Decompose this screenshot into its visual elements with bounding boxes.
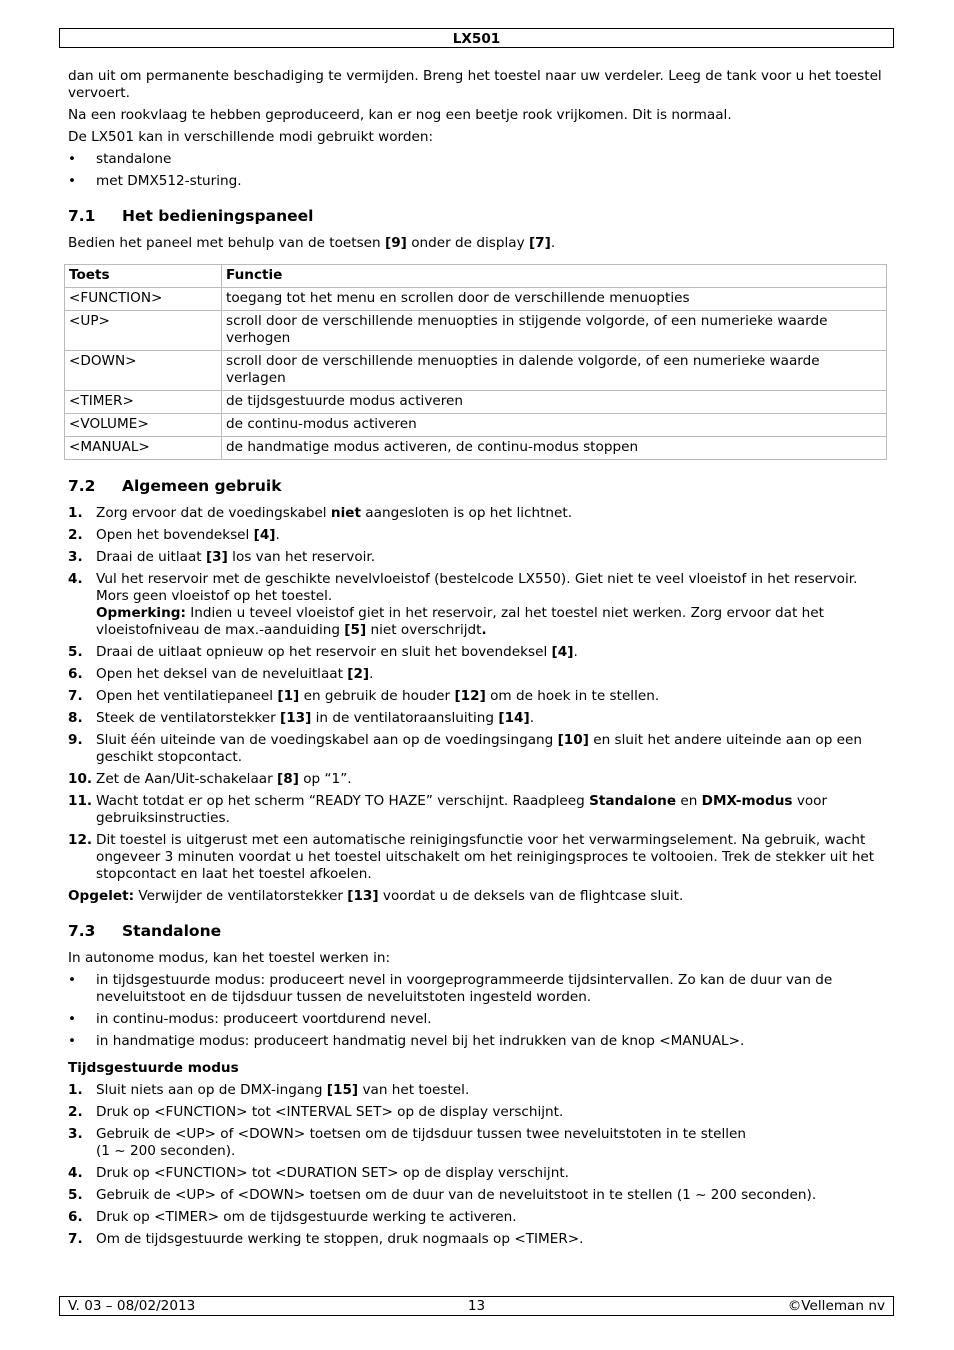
list-item: 10. Zet de Aan/Uit-schakelaar [8] op “1”. xyxy=(68,771,352,787)
page-header: LX501 xyxy=(59,28,894,48)
page-footer xyxy=(59,1296,894,1316)
subsection-heading: Tijdsgestuurde modus xyxy=(68,1060,239,1076)
list-item: 1. Sluit niets aan op de DMX-ingang [15] van het toestel. xyxy=(68,1082,470,1098)
list-item: 5. Gebruik de <UP> of <DOWN> toetsen om de duur van de neveluitstoot in te stellen (1 ~ 200 seconden). xyxy=(68,1187,817,1203)
list-item: 4. Vul het reservoir met de geschikte nevelvloeistof (bestelcode LX550). Giet niet te veel vloeistof in het reservoir. Mors geen vloeistof op het toestel. Opmerking: Indien u teveel vloeistof giet in het reservoir, zal het toestel niet werken. Zorg ervoor dat het vloeistofniveau de max.-aanduiding [5] niet overschrijdt. xyxy=(68,571,858,638)
list-item: 6. Druk op <TIMER> om de tijdsgestuurde werking te activeren. xyxy=(68,1209,517,1225)
table-row: <FUNCTION> toegang tot het menu en scrollen door de verschillende menuopties xyxy=(65,288,887,311)
bullet-item: • in handmatige modus: produceert handmatig nevel bij het indrukken van de knop <MANUAL>. xyxy=(68,1033,745,1049)
table-row: <MANUAL> de handmatige modus activeren, de continu-modus stoppen xyxy=(65,437,887,460)
key-table xyxy=(64,264,887,460)
list-item: 2. Druk op <FUNCTION> tot <INTERVAL SET> op de display verschijnt. xyxy=(68,1104,564,1120)
section-heading: 7.3 Standalone xyxy=(68,922,222,940)
bullet-item: • in tijdsgestuurde modus: produceert nevel in voorgeprogrammeerde tijdsintervallen. Zo kan de duur van de neveluitstoot en de tijdsduur tussen de neveluitstoten ingesteld worden. xyxy=(68,972,833,1005)
table-header-row: Toets Functie xyxy=(65,265,887,288)
page-content xyxy=(68,68,893,1253)
list-item: 7. Om de tijdsgestuurde werking te stoppen, druk nogmaals op <TIMER>. xyxy=(68,1231,584,1247)
list-item: 4. Druk op <FUNCTION> tot <DURATION SET> op de display verschijnt. xyxy=(68,1165,569,1181)
footer-version: V. 03 – 08/02/2013 xyxy=(68,1298,196,1314)
list-item: 1. Zorg ervoor dat de voedingskabel niet aangesloten is op het lichtnet. xyxy=(68,505,573,521)
section-heading: 7.2 Algemeen gebruik xyxy=(68,477,282,495)
intro-paragraph: Na een rookvlaag te hebben geproduceerd, kan er nog een beetje rook vrijkomen. Dit is normaal. xyxy=(68,107,732,123)
section-heading: 7.1 Het bedieningspaneel xyxy=(68,207,314,225)
warning-paragraph: Opgelet: Verwijder de ventilatorstekker [13] voordat u de deksels van de flightcase sluit. xyxy=(68,888,684,904)
list-item: 6. Open het deksel van de neveluitlaat [2]. xyxy=(68,666,374,682)
table-row: <TIMER> de tijdsgestuurde modus activeren xyxy=(65,391,887,414)
list-item: 8. Steek de ventilatorstekker [13] in de ventilatoraansluiting [14]. xyxy=(68,710,535,726)
list-item: 3. Draai de uitlaat [3] los van het reservoir. xyxy=(68,549,376,565)
section-paragraph: In autonome modus, kan het toestel werken in: xyxy=(68,950,391,966)
list-item: 2. Open het bovendeksel [4]. xyxy=(68,527,280,543)
table-row: <VOLUME> de continu-modus activeren xyxy=(65,414,887,437)
table-row: <UP> scroll door de verschillende menuopties in stijgende volgorde, of een numerieke waarde verhogen xyxy=(65,311,887,351)
list-item: 5. Draai de uitlaat opnieuw op het reservoir en sluit het bovendeksel [4]. xyxy=(68,644,578,660)
section-paragraph: Bedien het paneel met behulp van de toetsen [9] onder de display [7]. xyxy=(68,235,556,251)
intro-paragraph: dan uit om permanente beschadiging te vermijden. Breng het toestel naar uw verdeler. Leeg de tank voor u het toestel vervoert. xyxy=(68,68,882,101)
bullet-item: • met DMX512-sturing. xyxy=(68,173,242,189)
footer-copyright: ©Velleman nv xyxy=(787,1298,885,1314)
footer-page-number: 13 xyxy=(467,1298,486,1314)
list-item: 7. Open het ventilatiepaneel [1] en gebruik de houder [12] om de hoek in te stellen. xyxy=(68,688,660,704)
bullet-item: • in continu-modus: produceert voortdurend nevel. xyxy=(68,1011,432,1027)
intro-paragraph: De LX501 kan in verschillende modi gebruikt worden: xyxy=(68,129,434,145)
bullet-item: • standalone xyxy=(68,151,172,167)
list-item: 9. Sluit één uiteinde van de voedingskabel aan op de voedingsingang [10] en sluit het andere uiteinde aan op een geschikt stopcontact. xyxy=(68,732,863,765)
table-row: <DOWN> scroll door de verschillende menuopties in dalende volgorde, of een numerieke waarde verlagen xyxy=(65,351,887,391)
list-item: 12. Dit toestel is uitgerust met een automatische reinigingsfunctie voor het verwarmingselement. Na gebruik, wacht ongeveer 3 minuten voordat u het toestel uitschakelt om het reinigingsproces te voltooien. Trek de stekker uit het stopcontact en laat het toestel afkoelen. xyxy=(68,832,875,882)
list-item: 11. Wacht totdat er op het scherm “READY TO HAZE” verschijnt. Raadpleeg Standalone en DMX-modus voor gebruiksinstructies. xyxy=(68,793,828,826)
list-item: 3. Gebruik de <UP> of <DOWN> toetsen om de tijdsduur tussen twee neveluitstoten in te stellen (1 ~ 200 seconden). xyxy=(68,1126,747,1159)
